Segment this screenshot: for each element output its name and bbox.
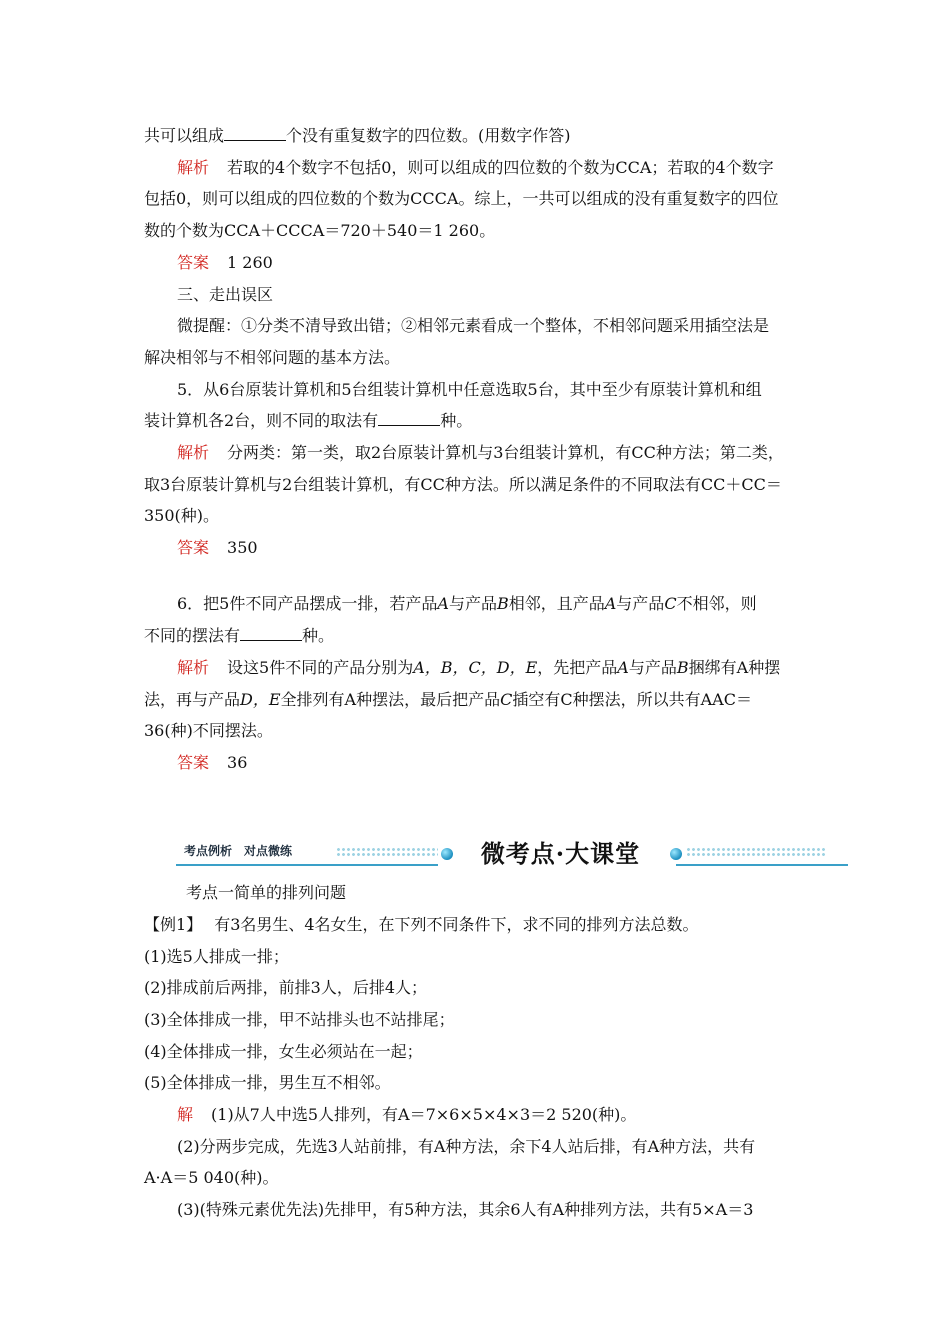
question-5-line2 bbox=[144, 410, 472, 432]
text: (1)从7人中选5人排列，有A＝7×6×5×4×3＝2 520(种)。 bbox=[211, 1105, 637, 1124]
text: 与产品 bbox=[628, 658, 677, 677]
condition-line: (4)全体排成一排，女生必须站在一起； bbox=[144, 1042, 423, 1061]
tip-line: 解决相邻与不相邻问题的基本方法。 bbox=[144, 348, 401, 367]
solution-line bbox=[144, 689, 752, 711]
text: 与产品 bbox=[448, 594, 497, 613]
banner-subtitle-2: 对点微练 bbox=[244, 844, 293, 858]
answer-label: 答案 bbox=[177, 538, 210, 557]
answer-blank bbox=[378, 411, 440, 426]
solution-label: 解析 bbox=[177, 158, 210, 177]
solution-line bbox=[177, 1104, 636, 1126]
solution-line bbox=[177, 442, 784, 464]
solution-line bbox=[177, 157, 774, 179]
condition-line: (5)全体排成一排，男生互不相邻。 bbox=[144, 1073, 391, 1092]
solution-label: 解析 bbox=[177, 443, 210, 462]
banner-title: 微考点·大课堂 bbox=[480, 839, 641, 868]
answer-label: 答案 bbox=[177, 253, 210, 272]
text: 若取的4个数字不包括0，则可以组成的四位数的个数为CCA；若取的4个数字 bbox=[227, 158, 774, 177]
var: A bbox=[617, 658, 629, 677]
text: 共可以组成 bbox=[144, 126, 225, 145]
solution-line: A·A＝5 040(种)。 bbox=[144, 1168, 279, 1187]
divider bbox=[676, 864, 848, 866]
solution-line: 数的个数为CCA＋CCCA＝720＋540＝1 260。 bbox=[144, 221, 496, 240]
text: 种。 bbox=[440, 411, 473, 430]
answer-blank bbox=[224, 126, 286, 141]
divider bbox=[176, 864, 438, 866]
question-5: 5．从6台原装计算机和5台组装计算机中任意选取5台，其中至少有原装计算机和组 bbox=[177, 380, 762, 399]
condition-line: (3)全体排成一排，甲不站排头也不站排尾； bbox=[144, 1010, 455, 1029]
dot-pattern-icon bbox=[686, 847, 826, 857]
answer-label: 答案 bbox=[177, 753, 210, 772]
text: 有3名男生、4名女生，在下列不同条件下，求不同的排列方法总数。 bbox=[214, 915, 699, 934]
question-6 bbox=[177, 593, 757, 615]
var: A bbox=[437, 594, 449, 613]
dot-pattern-icon bbox=[336, 847, 438, 857]
section-banner bbox=[176, 828, 848, 878]
text: 装计算机各2台，则不同的取法有 bbox=[144, 411, 379, 430]
var: A，B，C，D，E bbox=[413, 658, 538, 677]
solution-line: (3)(特殊元素优先法)先排甲，有5种方法，其余6人有A种排列方法，共有5×A＝3 bbox=[177, 1200, 754, 1219]
answer-value: 350 bbox=[227, 538, 258, 557]
solution-line bbox=[177, 657, 780, 679]
example-label: 【例1】 bbox=[144, 915, 203, 934]
solution-line: 36(种)不同摆法。 bbox=[144, 721, 273, 740]
text: ，先把产品 bbox=[537, 658, 618, 677]
solution-line: 包括0，则可以组成的四位数的个数为CCCA。综上，一共可以组成的没有重复数字的四位 bbox=[144, 189, 779, 208]
solution-line: 350(种)。 bbox=[144, 506, 220, 525]
text: 分两类：第一类，取2台原装计算机与3台组装计算机，有CC种方法；第二类， bbox=[227, 443, 784, 462]
solution-line: (2)分两步完成，先选3人站前排，有A种方法，余下4人站后排，有A种方法，共有 bbox=[177, 1137, 756, 1156]
text: 与产品 bbox=[616, 594, 665, 613]
condition-line: (2)排成前后两排，前排3人，后排4人； bbox=[144, 978, 428, 997]
text: 全排列有A种摆法，最后把产品 bbox=[280, 690, 501, 709]
section-heading: 三、走出误区 bbox=[177, 285, 274, 304]
answer-line bbox=[177, 752, 247, 774]
text: 6．把5件不同产品摆成一排，若产品 bbox=[177, 594, 438, 613]
text: 个没有重复数字的四位数。(用数字作答) bbox=[286, 126, 571, 145]
question-6-line2 bbox=[144, 625, 334, 647]
text: 法，再与产品 bbox=[144, 690, 241, 709]
text: 不同的摆法有 bbox=[144, 626, 241, 645]
ball-icon bbox=[670, 848, 682, 860]
key-point-heading: 考点一简单的排列问题 bbox=[186, 883, 347, 902]
var: D，E bbox=[240, 690, 281, 709]
text: 相邻，且产品 bbox=[508, 594, 605, 613]
text: 捆绑有A种摆 bbox=[688, 658, 781, 677]
var: C bbox=[664, 594, 677, 613]
var: B bbox=[496, 594, 509, 613]
example-line bbox=[144, 914, 699, 936]
condition-line: (1)选5人排成一排； bbox=[144, 947, 289, 966]
banner-subtitle-1: 考点例析 bbox=[184, 844, 233, 858]
answer-blank bbox=[240, 626, 302, 641]
var: B bbox=[676, 658, 689, 677]
ball-icon bbox=[441, 848, 453, 860]
solution-label: 解 bbox=[177, 1105, 194, 1124]
solution-line: 取3台原装计算机与2台组装计算机，有CC种方法。所以满足条件的不同取法有CC＋CC＝ bbox=[144, 475, 782, 494]
tip-line: 微提醒：①分类不清导致出错；②相邻元素看成一个整体，不相邻问题采用插空法是 bbox=[177, 316, 770, 335]
answer-value: 1 260 bbox=[227, 253, 273, 272]
var: A bbox=[604, 594, 617, 613]
text: 设这5件不同的产品分别为 bbox=[227, 658, 414, 677]
var: C bbox=[500, 690, 513, 709]
question-tail bbox=[144, 125, 571, 147]
text: 不相邻，则 bbox=[676, 594, 757, 613]
answer-value: 36 bbox=[227, 753, 248, 772]
answer-line bbox=[177, 252, 273, 274]
answer-line bbox=[177, 537, 258, 559]
text: 种。 bbox=[302, 626, 335, 645]
text: 插空有C种摆法，所以共有AAC＝ bbox=[512, 690, 752, 709]
solution-label: 解析 bbox=[177, 658, 210, 677]
